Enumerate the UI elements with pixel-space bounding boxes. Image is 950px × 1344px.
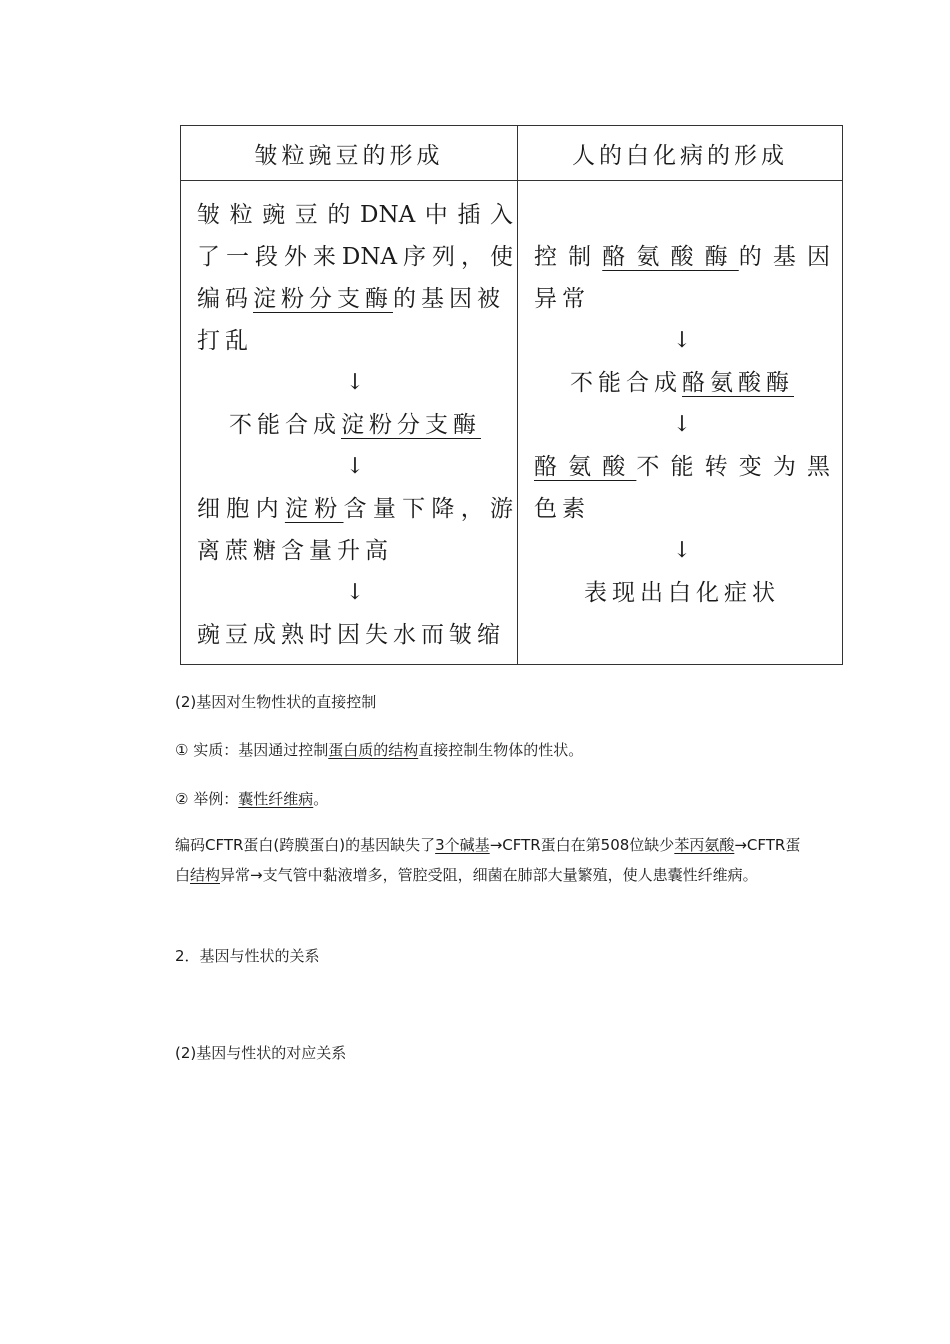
structure-term: 结构 [190, 866, 221, 884]
tyrosinase-term: 酪氨酸酶 [602, 244, 739, 270]
essence-paragraph: ① 实质：基因通过控制蛋白质的结构直接控制生物体的性状。 [175, 741, 584, 759]
albino-line-2: 异常 [534, 286, 590, 312]
starch-branching-enzyme-term: 淀粉分支酶 [253, 286, 393, 312]
section-gene-trait-correspondence: (2)基因与性状的对应关系 [175, 1044, 347, 1062]
down-arrow-icon: ↓ [672, 412, 692, 437]
down-arrow-icon: ↓ [672, 538, 692, 563]
three-bases-term: 3个碱基 [435, 836, 490, 854]
cell-albinism [534, 236, 830, 614]
table-header-divider [181, 180, 842, 181]
pea-line-2: 了一段外来DNA序列，使 [197, 244, 513, 270]
table-column-divider [517, 126, 518, 664]
example-paragraph: ② 举例：囊性纤维病。 [175, 790, 329, 808]
pea-line-7: 离蔗糖含量升高 [197, 538, 393, 564]
tyrosinase-term: 酪氨酸酶 [682, 370, 794, 396]
header-albinism: 人的白化病的形成 [572, 142, 788, 169]
cftr-paragraph: 编码CFTR蛋白(跨膜蛋白)的基因缺失了3个碱基→CFTR蛋白在第508位缺少苯丙氨酸→CFTR蛋白结构异常→支气管中黏液增多，管腔受阻，细菌在肺部大量繁殖，使人患囊性纤维病。 [175, 836, 801, 884]
phenylalanine-term: 苯丙氨酸 [674, 836, 735, 854]
tyrosine-term: 酪氨酸 [534, 454, 637, 480]
header-wrinkled-pea: 皱粒豌豆的形成 [254, 142, 444, 169]
section-gene-trait-relation-title: 2．基因与性状的关系 [175, 947, 320, 965]
down-arrow-icon: ↓ [345, 370, 365, 395]
comparison-table [180, 125, 843, 665]
section-direct-control-title: (2)基因对生物性状的直接控制 [175, 693, 377, 711]
starch-term: 淀粉 [284, 496, 344, 522]
protein-structure-term: 蛋白质的结构 [328, 741, 419, 759]
albino-line-4: 酪氨酸不能转变为黑 [534, 454, 830, 480]
down-arrow-icon: ↓ [345, 580, 365, 605]
pea-line-1: 皱粒豌豆的DNA中插入 [197, 202, 513, 228]
albino-line-1: 控制酪氨酸酶的基因 [534, 244, 830, 270]
down-arrow-icon: ↓ [672, 328, 692, 353]
cell-wrinkled-pea [197, 194, 513, 656]
albino-line-6: 表现出白化症状 [584, 580, 780, 606]
pea-line-6: 细胞内淀粉含量下降，游 [197, 496, 514, 522]
starch-branching-enzyme-term: 淀粉分支酶 [341, 412, 481, 438]
pea-line-4: 打乱 [197, 328, 253, 354]
albino-line-5: 色素 [534, 496, 590, 522]
pea-line-3: 编码淀粉分支酶的基因被 [197, 286, 505, 312]
albino-line-3: 不能合成酪氨酸酶 [570, 370, 794, 396]
pea-line-8: 豌豆成熟时因失水而皱缩 [197, 622, 505, 648]
pea-line-5: 不能合成淀粉分支酶 [229, 412, 481, 438]
cystic-fibrosis-term: 囊性纤维病 [238, 790, 314, 808]
down-arrow-icon: ↓ [345, 454, 365, 479]
